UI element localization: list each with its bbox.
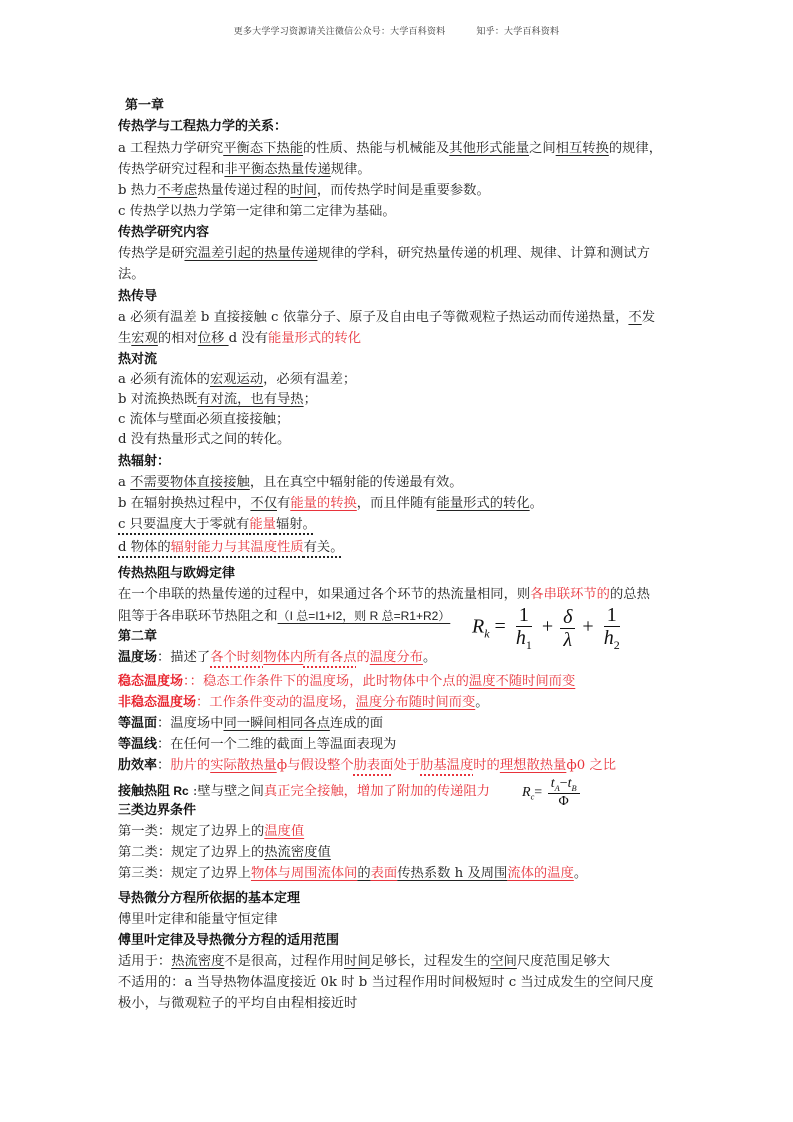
paragraph-line: 传热学研究过程和非平衡态热量传递规律。 xyxy=(118,162,371,177)
paragraph-line: a 工程热力学研究平衡态下热能的性质、热能与机械能及其他形式能量之间相互转换的规律， xyxy=(118,141,663,156)
paragraph-line: d 没有热量形式之间的转化。 xyxy=(118,432,291,447)
paragraph-line: 法。 xyxy=(118,267,145,282)
section-heading-conduction: 热传导 xyxy=(118,289,158,304)
section-heading-boundary: 三类边界条件 xyxy=(118,803,197,818)
section-heading-content: 传热学研究内容 xyxy=(118,225,210,240)
definition-isothermal-surface: 等温面：温度场中同一瞬间相同各点连成的面 xyxy=(118,716,384,731)
paragraph-line: a 必须有温差 b 直接接触 c 依靠分子、原子及自由电子等微观粒子热运动而传递热量，不发 xyxy=(118,310,656,325)
paragraph-line: 阻等于各串联环节热阻之和（I 总=I1+I2，则 R 总=R1+R2） xyxy=(118,609,451,624)
section-heading-relation: 传热学与工程热力学的关系： xyxy=(118,119,288,134)
section-heading-radiation: 热辐射： xyxy=(118,454,171,469)
boundary-third-kind: 第三类：规定了边界上物体与周围流体间的表面传热系数 h 及周围流体的温度。 xyxy=(118,866,588,881)
contact-resistance-formula: $R_c=$ $\frac{t_A-t_B}{\Phi}$ xyxy=(522,776,582,809)
page-header xyxy=(0,24,793,37)
paragraph-line: 极小，与微观粒子的平均自由程相接近时 xyxy=(118,996,358,1011)
paragraph-line: a 必须有流体的宏观运动，必须有温差； xyxy=(118,372,357,387)
definition-isothermal-line: 等温线：在任何一个二维的截面上等温面表现为 xyxy=(118,737,397,752)
paragraph-line: d 物体的辐射能力与其温度性质有关。 xyxy=(118,540,344,555)
chapter-1-title: 第一章 xyxy=(125,98,165,113)
paragraph-line: b 在辐射换热过程中，不仅有能量的转换，而且伴随有能量形式的转化。 xyxy=(118,496,543,511)
paragraph-line: a 不需要物体直接接触，且在真空中辐射能的传递最有效。 xyxy=(118,475,463,490)
paragraph-line: b 对流换热既有对流，也有导热； xyxy=(118,392,317,407)
paragraph-line: 在一个串联的热量传递的过程中，如果通过各个环节的热流量相同，则各串联环节的的总热 xyxy=(118,587,650,602)
series-resistance-formula: $R_k$ = $\frac{1}{h_1}$ + $\frac{\delta}{\lambda}$ + $\frac{1}{h_2}$ xyxy=(472,604,620,652)
section-heading-convection: 热对流 xyxy=(118,352,158,367)
paragraph-line: b 热力不考虑热量传递过程的时间，而传热学时间是重要参数。 xyxy=(118,183,490,198)
header-wechat-note: 更多大学学习资源请关注微信公众号：大学百科资料 xyxy=(233,27,446,37)
definition-steady-field: 稳态温度场：：稳态工作条件下的温度场，此时物体中个点的温度不随时间而变 xyxy=(118,674,576,689)
paragraph-line: 生宏观的相对位移 d 没有能量形式的转化 xyxy=(118,331,362,346)
definition-unsteady-field: 非稳态温度场：工作条件变动的温度场，温度分布随时间而变。 xyxy=(118,695,489,710)
paragraph-line: 不适用的：a 当导热物体温度接近 0k 时 b 当过程作用时间极短时 c 当过成发生的空间尺度 xyxy=(118,975,654,990)
chapter-2-title: 第二章 xyxy=(118,629,158,644)
section-heading-scope: 傅里叶定律及导热微分方程的适用范围 xyxy=(118,933,340,948)
boundary-first-kind: 第一类：规定了边界上的温度值 xyxy=(118,824,305,839)
definition-contact-resistance: 接触热阻 Rc :壁与壁之间真正完全接触，增加了附加的传递阻力 xyxy=(118,784,490,799)
paragraph-line: c 传热学以热力学第一定律和第二定律为基础。 xyxy=(118,204,396,219)
header-zhihu-note: 知乎：大学百科资料 xyxy=(476,27,560,37)
paragraph-line: c 流体与壁面必须直接接触； xyxy=(118,412,290,427)
paragraph-line: 适用于：热流密度不是很高，过程作用时间足够长，过程发生的空间尺度范围足够大 xyxy=(118,954,610,969)
definition-temperature-field: 温度场：描述了各个时刻物体内所有各点的温度分布。 xyxy=(118,650,437,665)
section-heading-resistance: 传热热阻与欧姆定律 xyxy=(118,566,236,581)
section-heading-basis: 导热微分方程所依据的基本定理 xyxy=(118,891,301,906)
paragraph-line: c 只要温度大于零就有能量辐射。 xyxy=(118,517,316,532)
paragraph-line: 传热学是研究温差引起的热量传递规律的学科，研究热量传递的机理、规律、计算和测试方 xyxy=(118,246,650,261)
definition-fin-efficiency: 肋效率：肋片的实际散热量ф与假设整个肋表面处于肋基温度时的理想散热量ф0 之比 xyxy=(118,758,617,773)
paragraph-line: 傅里叶定律和能量守恒定律 xyxy=(118,912,278,927)
boundary-second-kind: 第二类：规定了边界上的热流密度值 xyxy=(118,845,331,860)
